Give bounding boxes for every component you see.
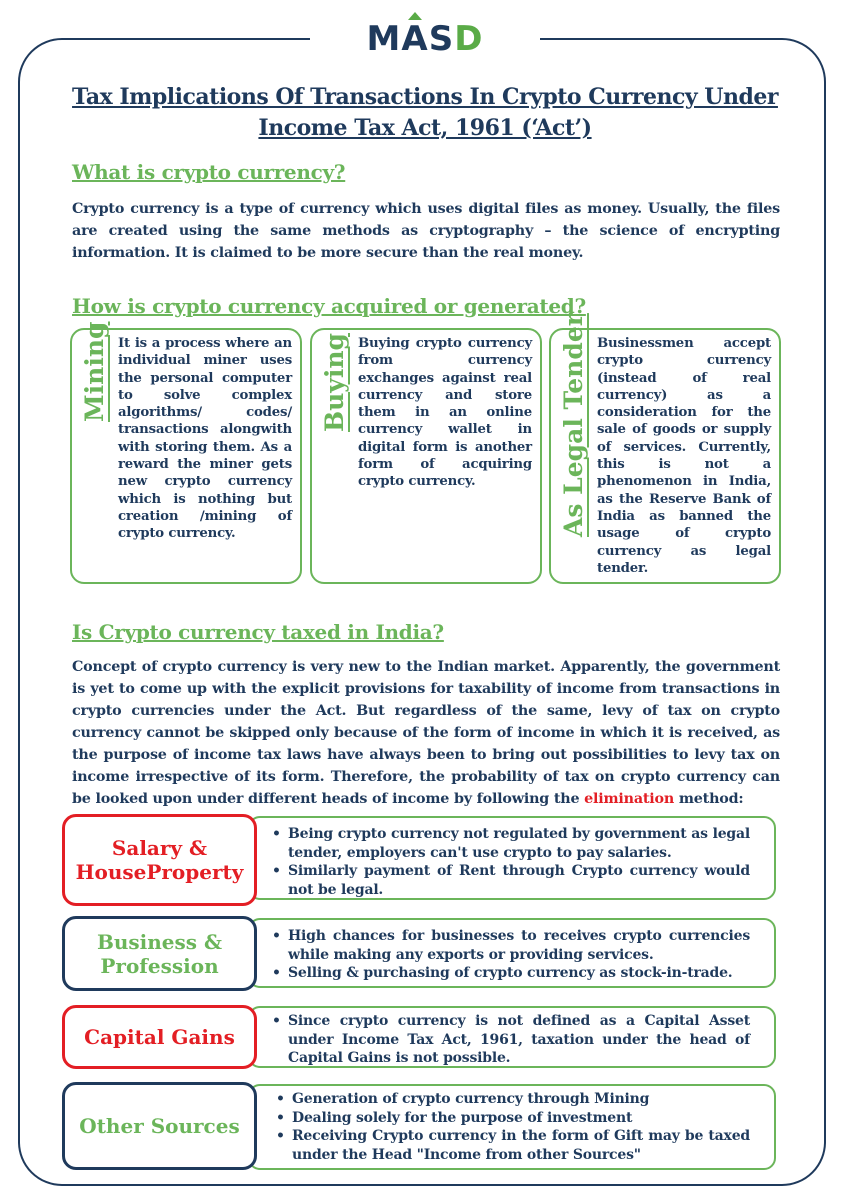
card-buying <box>310 328 542 584</box>
head-salary-description <box>248 816 776 900</box>
heading-how-acquired: How is crypto currency acquired or generated? <box>72 294 586 318</box>
card-legal-tender <box>549 313 781 584</box>
head-point: • Generation of crypto currency through Mining <box>276 1090 750 1109</box>
card-mining <box>70 321 302 584</box>
head-business-profession <box>62 916 257 991</box>
logo-letter-m: M <box>366 19 402 59</box>
page-title: Tax Implications Of Transactions In Crypto Currency Under Income Tax Act, 1961 (‘Act’) <box>72 84 778 141</box>
head-point: • High chances for businesses to receives crypto currencies while making any exports or providing services. <box>272 927 750 964</box>
head-business-description <box>248 918 776 988</box>
heading-taxed-in-india: Is Crypto currency taxed in India? <box>72 620 444 644</box>
head-point: • Being crypto currency not regulated by government as legal tender, employers can't use crypto to pay salaries. <box>272 825 750 862</box>
head-capital-gains <box>62 1005 257 1069</box>
head-other-sources-description <box>248 1084 776 1170</box>
card-label-mining: Mining <box>80 321 109 422</box>
card-label-buying: Buying <box>320 333 349 432</box>
head-name: Other Sources <box>79 1114 240 1138</box>
head-name: Capital Gains <box>84 1025 235 1049</box>
paragraph-text-end: method: <box>674 791 744 807</box>
heading-what-is-crypto: What is crypto currency? <box>72 160 346 184</box>
head-capital-gains-description <box>248 1006 776 1068</box>
head-name: Salary & HouseProperty <box>75 836 244 884</box>
card-text-mining: It is a process where an individual miner uses the personal computer to solve complex algorithms/ codes/ transactions alongwith with storing them. As a reward the miner gets new crypto currency which is nothing but creation /mining of crypto currency. <box>118 336 292 542</box>
paragraph-text: Concept of crypto currency is very new to the Indian market. Apparently, the government is yet to come up with the explicit provisions for taxability of income from transactions in crypto currencies under the Act. But regardless of the same, levy of tax on crypto currency cannot be skipped only because of the form of income in which it is received, as the purpose of income tax laws have always been to bring out possibilities to levy tax on income irrespective of its form. Therefore, the probability of tax on crypto currency can be looked upon under different heads of income by following the <box>72 659 780 807</box>
card-text-buying: Buying crypto currency from currency exchanges against real currency and store them in an online currency wallet in digital form is another form of acquiring crypto currency. <box>358 336 532 490</box>
elimination-highlight: elimination <box>584 791 675 807</box>
head-point: • Since crypto currency is not defined as a Capital Asset under Income Tax Act, 1961, taxation under the head of Capital Gains is not possible. <box>272 1012 750 1068</box>
paragraph-taxed-in-india <box>72 656 780 810</box>
head-salary-house-property <box>62 814 257 906</box>
logo-letter-a: A <box>401 19 429 59</box>
head-other-sources <box>62 1082 257 1170</box>
head-name: Business & Profession <box>96 929 223 978</box>
logo-letter-d: D <box>454 19 484 59</box>
logo-letter-s: S <box>428 19 455 59</box>
logo <box>310 14 540 64</box>
head-point: • Selling & purchasing of crypto currency as stock-in-trade. <box>272 964 750 983</box>
head-point: • Dealing solely for the purpose of investment <box>276 1109 750 1128</box>
paragraph-what-is-crypto: Crypto currency is a type of currency which uses digital files as money. Usually, the files are created using the same methods as cryptography – the science of encrypting information. It is claimed to be more secure than the real money. <box>72 201 780 261</box>
card-text-legal-tender: Businessmen accept crypto currency (instead of real currency) as a consideration for the sale of goods or supply of services. Currently, this is not a phenomenon in India, as the Reserve Bank of India as banned the usage of crypto currency as legal tender. <box>597 336 771 576</box>
head-point: • Receiving Crypto currency in the form of Gift may be taxed under the Head "Income from other Sources" <box>276 1127 750 1164</box>
head-point: • Similarly payment of Rent through Crypto currency would not be legal. <box>272 862 750 899</box>
card-label-legal-tender: As Legal Tender <box>559 313 588 537</box>
